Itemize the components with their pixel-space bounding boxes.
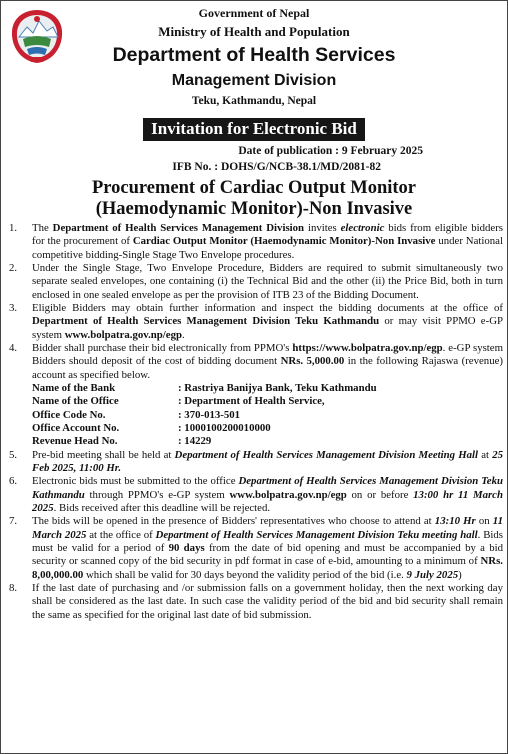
item-number: 2. — [9, 261, 18, 274]
division-line: Management Division — [171, 72, 337, 89]
notice-item-6: 6. Electronic bids must be submitted to the office Department of Health Services Management Division Teku Kathmandu through PPMO's e-GP system www.bolpatra.gov.np/egp on or before 13:00 hr 11 March 2025. Bids received after this deadline will be rejected. — [9, 475, 503, 514]
procurement-title — [1, 178, 507, 220]
table-row: Name of the Office : Department of Health Service, — [32, 395, 325, 408]
department-line: Department of Health Services — [112, 44, 396, 66]
notice-item-2: 2. Under the Single Stage, Two Envelope Procedure, Bidders are required to submit simultaneously two separate sealed envelopes, one containing (i) the Technical Bid and the other (ii) the Price Bid, both in turn enclosed in one sealed envelope as per the provision of ITB 23 of the Bidding Document. — [9, 261, 503, 301]
item-number: 8. — [9, 581, 18, 594]
table-row: Office Account No. : 1000100200010000 — [32, 421, 271, 434]
item-number: 4. — [9, 341, 18, 354]
notice-item-3: 3. Eligible Bidders may obtain further information and inspect the bidding documents at the office of Department of Health Services Management Division Teku Kathmandu or may visit PPMO e-GP system www.bolpatra.gov.np/egp. — [9, 301, 503, 341]
notice-item-5: 5. Pre-bid meeting shall be held at Department of Health Services Management Division Meeting Hall at 25 Feb 2025, 11:00 Hr. — [9, 448, 503, 474]
invitation-banner: Invitation for Electronic Bid — [143, 118, 365, 141]
table-row: Name of the Bank : Rastriya Banijya Bank, Teku Kathmandu — [32, 381, 377, 394]
item-number: 6. — [9, 475, 18, 488]
item-number: 7. — [9, 515, 18, 528]
notice-item-1: 1. The Department of Health Services Management Division invites electronic bids from eligible bidders for the procurement of Cardiac Output Monitor (Haemodynamic Monitor)-Non Invasive under National competitive bidding-Single Stage Two Envelope procedures. — [9, 222, 503, 261]
title-line-1: Procurement of Cardiac Output Monitor — [91, 178, 417, 198]
notice-item-8: 8. If the last date of purchasing and /or submission falls on a government holiday, then the next working day shall be considered as the last date. In such case the validity period of the bid and bid security shall remain the same as specified for the original last date of bid submission. — [9, 581, 503, 621]
item-number: 3. — [9, 301, 18, 314]
table-row: Revenue Head No. : 14229 — [32, 435, 212, 448]
item-number: 5. — [9, 448, 18, 461]
ifb-number: IFB No. : DOHS/G/NCB-38.1/MD/2081-82 — [172, 161, 381, 173]
publication-date: Date of publication : 9 February 2025 — [238, 145, 423, 157]
bank-details-table — [32, 382, 503, 449]
notice-item-4: 4. Bidder shall purchase their bid electronically from PPMO's https://www.bolpatra.gov.np/egp. e-GP system Bidders should deposit of the cost of bidding document NRs. 5,000.00 in the following Rajaswa (revenue) account as specified below. — [9, 341, 503, 381]
ministry-line: Ministry of Health and Population — [158, 24, 350, 39]
title-line-2: (Haemodynamic Monitor)-Non Invasive — [95, 199, 413, 220]
notice-body — [9, 222, 503, 622]
item-number: 1. — [9, 222, 18, 234]
table-row: Office Code No. : 370-013-501 — [32, 408, 241, 421]
government-line: Government of Nepal — [198, 6, 310, 20]
address-line: Teku, Kathmandu, Nepal — [191, 95, 317, 107]
notice-item-7: 7. The bids will be opened in the presence of Bidders' representatives who choose to attend at 13:10 Hr on 11 March 2025 at the office of Department of Health Services Management Division Teku meeting hall. Bids must be valid for a period of 90 days from the date of bid opening and must be accompanied by a bid security or scanned copy of the bid security in pdf format in case of e-bid, amounting to a minimum of NRs. 8,00,000.00 which shall be valid for 30 days beyond the validity period of the bid (i.e. 9 July 2025) — [9, 515, 504, 581]
